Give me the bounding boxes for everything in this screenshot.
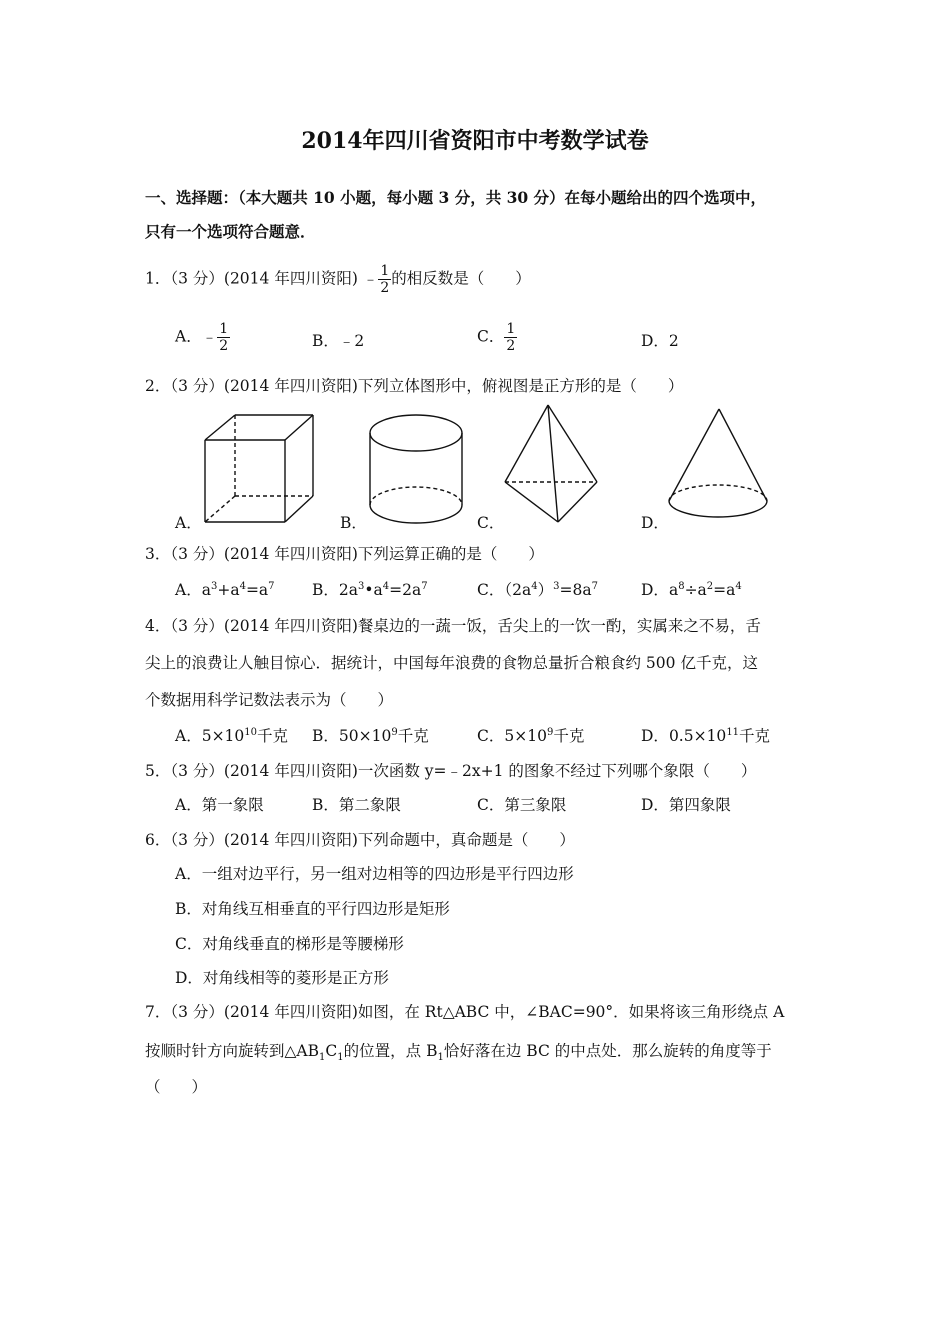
page-title: 2014年四川省资阳市中考数学试卷 (301, 128, 649, 154)
q3-a-t2: +a (217, 581, 240, 599)
q4-option-a (175, 724, 288, 746)
q7-text-a: 按顺时针方向旋转到△AB (145, 1042, 320, 1060)
q2-option-b: B． (340, 514, 367, 532)
q2-option-d: D． (641, 514, 669, 532)
q1-a-label: A． (175, 327, 202, 346)
q4-c-unit: 千克 (553, 727, 585, 745)
q1-option-c (477, 322, 517, 353)
q3-option-d (641, 578, 742, 600)
q1-c-den: 2 (506, 338, 516, 354)
q3-d-e2: 2 (706, 580, 714, 592)
q3-c-e1: 4 (531, 580, 538, 592)
q3-d-e1: 8 (678, 580, 685, 592)
section-heading-line2: 只有一个选项符合题意． (145, 222, 316, 241)
q3-a-e2: 4 (239, 580, 246, 592)
q3-option-b (312, 578, 428, 600)
q5-option-d: D．第四象限 (641, 796, 731, 814)
question-3: 3．（3 分）(2014 年四川资阳)下列运算正确的是（ ） (145, 545, 544, 563)
question-1 (145, 264, 531, 295)
q7-sub3: 1 (437, 1052, 444, 1064)
question-7-line2 (145, 1039, 772, 1064)
q3-b-t2: •a (364, 581, 383, 599)
q3-d-t2: ÷a (684, 581, 707, 599)
q3-b-t1: 2a (338, 581, 358, 599)
q7-text-d: 恰好落在边 BC 的中点处．那么旋转的角度等于 (443, 1042, 772, 1060)
q3-a-t1: a (201, 581, 211, 599)
q3-c-e3: 7 (591, 580, 598, 592)
q5-option-c: C．第三象限 (477, 796, 567, 814)
q1-frac-num: 1 (380, 263, 390, 279)
q1-neg: ﹣ (362, 269, 379, 288)
q1-c-label: C． (477, 327, 505, 346)
q7-sub1: 1 (319, 1052, 326, 1064)
q1-fraction (378, 264, 391, 295)
q3-c-e2: 3 (553, 580, 560, 592)
q1-a-num: 1 (219, 321, 229, 337)
q4-d-label: D． (641, 727, 669, 745)
question-4-line1: 4．（3 分）(2014 年四川资阳)餐桌边的一蔬一饭，舌尖上的一饮一酌，实属来之不易，舌 (145, 617, 761, 635)
q1-a-fraction (217, 322, 230, 353)
q4-option-d (641, 724, 770, 746)
q1-c-fraction (504, 322, 517, 353)
q4-c-base: 5×10 (504, 727, 547, 745)
q4-option-b (312, 724, 429, 746)
q4-option-c (477, 724, 584, 746)
q1-option-d: D．2 (641, 332, 679, 350)
q3-c-t3: =8a (559, 581, 592, 599)
q3-b-label: B． (312, 581, 339, 599)
q3-c-t2: ） (537, 581, 554, 599)
q4-a-exp: 10 (244, 726, 258, 738)
q3-b-e1: 3 (358, 580, 365, 592)
q3-b-e2: 4 (382, 580, 390, 592)
q3-c-label: C． (477, 581, 505, 599)
q1-prefix: 1．（3 分）(2014 年四川资阳) (145, 269, 363, 288)
question-7-line1: 7．（3 分）(2014 年四川资阳)如图，在 Rt△ABC 中，∠BAC=90°．如果将该三角形绕点 A (145, 1003, 785, 1021)
q3-a-e1: 3 (210, 580, 218, 592)
pyramid-figure (500, 402, 604, 528)
question-5: 5．（3 分）(2014 年四川资阳)一次函数 y=﹣2x+1 的图象不经过下列哪个象限（ ） (145, 762, 757, 780)
q4-b-label: B． (312, 727, 339, 745)
cone-figure (664, 405, 772, 525)
q2-option-a: A． (175, 514, 202, 532)
q1-a-neg: ﹣ (201, 327, 218, 346)
question-2: 2．（3 分）(2014 年四川资阳)下列立体图形中，俯视图是正方形的是（ ） (145, 377, 684, 395)
question-4-line3: 个数据用科学记数法表示为（ ） (145, 691, 394, 709)
q3-d-e3: 4 (735, 580, 742, 592)
q1-a-den: 2 (219, 338, 229, 354)
q3-d-label: D． (641, 581, 669, 599)
q3-option-a (175, 578, 275, 600)
q6-option-b: B．对角线互相垂直的平行四边形是矩形 (175, 900, 450, 918)
q3-a-e3: 7 (268, 580, 275, 592)
q4-d-unit: 千克 (739, 727, 771, 745)
q1-option-a (175, 322, 230, 353)
q6-option-c: C．对角线垂直的梯形是等腰梯形 (175, 935, 404, 953)
q3-d-t1: a (668, 581, 679, 599)
q3-a-t3: =a (245, 581, 269, 599)
q2-option-c: C． (477, 514, 505, 532)
q4-a-unit: 千克 (257, 727, 289, 745)
cube-figure (200, 410, 320, 528)
q3-a-label: A． (175, 581, 202, 599)
q6-option-a: A．一组对边平行，另一组对边相等的四边形是平行四边形 (175, 865, 574, 883)
q3-c-t1: （2a (504, 581, 532, 599)
q3-b-t3: =2a (389, 581, 422, 599)
q4-a-base: 5×10 (201, 727, 245, 745)
q5-option-a: A．第一象限 (175, 796, 264, 814)
q4-d-exp: 11 (726, 726, 740, 738)
question-4-line2: 尖上的浪费让人触目惊心．据统计，中国每年浪费的食物总量折合粮食约 500 亿千克，这 (145, 654, 758, 672)
q4-a-label: A． (175, 727, 202, 745)
q3-d-t3: =a (713, 581, 736, 599)
q5-option-b: B．第二象限 (312, 796, 401, 814)
q7-text-b: C (325, 1042, 338, 1060)
q3-option-c (477, 578, 598, 600)
question-7-line3: （ ） (145, 1078, 208, 1096)
section-heading-line1: 一、选择题：（本大题共 10 小题，每小题 3 分，共 30 分）在每小题给出的四个选项中， (145, 188, 767, 207)
q1-c-num: 1 (506, 321, 516, 337)
q1-suffix: 的相反数是（ ） (391, 269, 531, 288)
q6-option-d: D．对角线相等的菱形是正方形 (175, 969, 389, 987)
q1-frac-den: 2 (380, 280, 390, 296)
q4-b-base: 50×10 (338, 727, 392, 745)
q4-b-unit: 千克 (397, 727, 429, 745)
q4-c-exp: 9 (546, 726, 554, 738)
q4-c-label: C． (477, 727, 505, 745)
q4-b-exp: 9 (391, 726, 398, 738)
question-6: 6．（3 分）(2014 年四川资阳)下列命题中，真命题是（ ） (145, 831, 575, 849)
q7-text-c: 的位置，点 B (343, 1042, 438, 1060)
q7-sub2: 1 (337, 1052, 344, 1064)
q4-d-base: 0.5×10 (668, 727, 727, 745)
q1-option-b: B．﹣2 (312, 332, 365, 350)
cylinder-figure (364, 408, 468, 530)
q3-b-e3: 7 (421, 580, 428, 592)
